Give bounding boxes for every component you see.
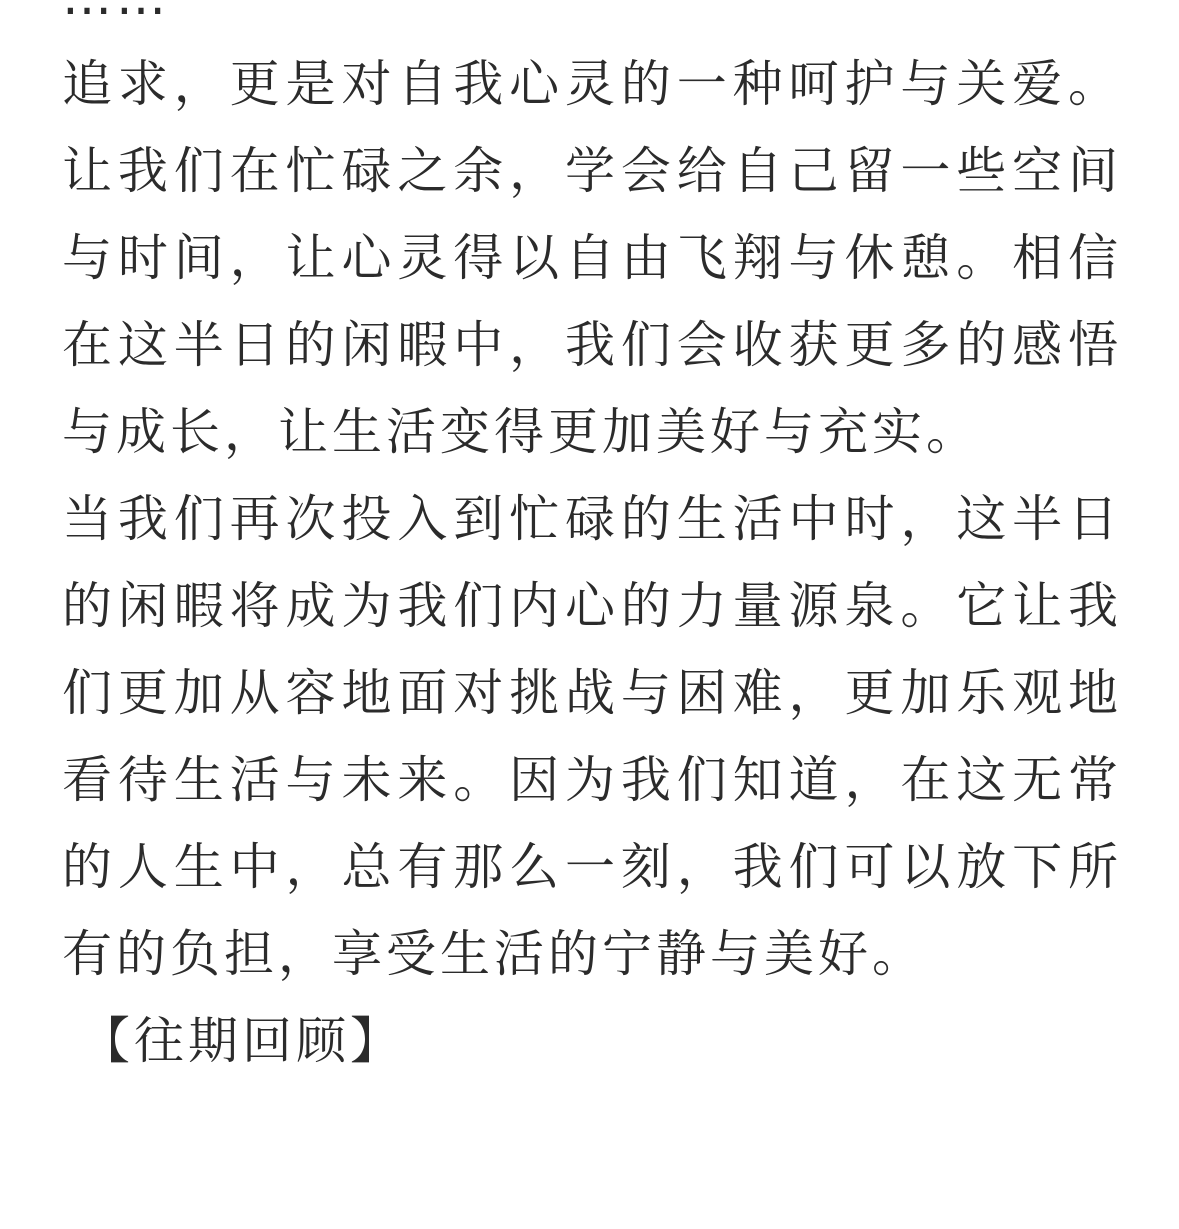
past-review-heading: 【往期回顾】 <box>80 1012 404 1070</box>
article-body <box>62 0 1122 1085</box>
partial-top-line <box>62 0 1122 41</box>
article-paragraph-1: 追求，更是对自我心灵的一种呵护与关爱。让我们在忙碌之余，学会给自己留一些空间与时间，让心灵得以自由飞翔与休憩。相信在这半日的闲暇中，我们会收获更多的感悟与成长，让生活变得更加美好与充实。 <box>62 55 1122 461</box>
article-paragraph-2: 当我们再次投入到忙碌的生活中时，这半日的闲暇将成为我们内心的力量源泉。它让我们更加从容地面对挑战与困难，更加乐观地看待生活与未来。因为我们知道，在这无常的人生中，总有那么一刻，我们可以放下所有的负担，享受生活的宁静与美好。 <box>62 490 1122 983</box>
